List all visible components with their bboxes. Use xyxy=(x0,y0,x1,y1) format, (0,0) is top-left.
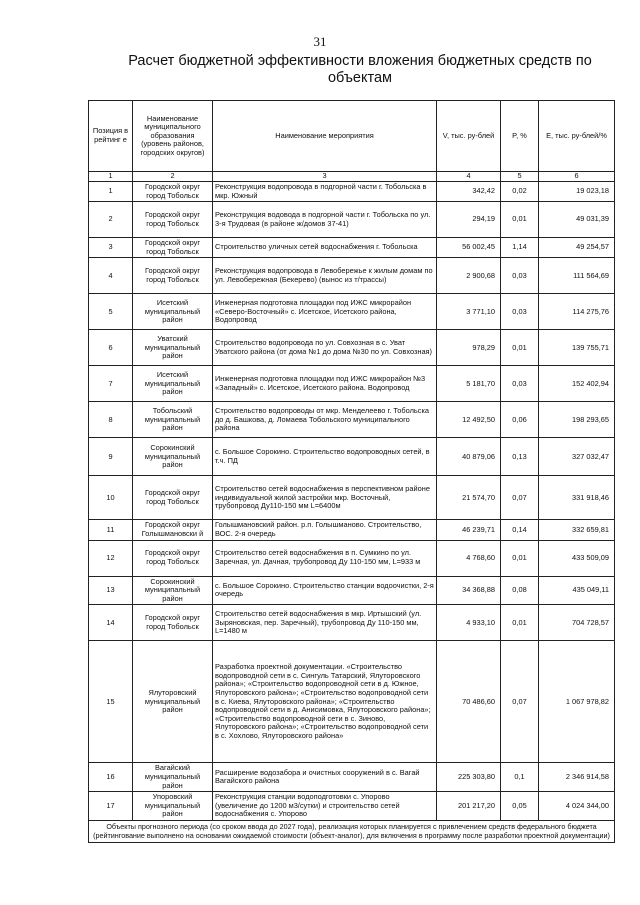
efficiency-cell: 704 728,57 xyxy=(539,605,615,641)
volume-cell: 225 303,80 xyxy=(437,763,501,792)
municipality-cell: Городской округ город Тобольск xyxy=(133,258,213,294)
event-cell: Строительство уличных сетей водоснабжения г. Тобольска xyxy=(213,238,437,258)
efficiency-cell: 198 293,65 xyxy=(539,402,615,438)
efficiency-cell: 19 023,18 xyxy=(539,182,615,202)
volume-cell: 201 217,20 xyxy=(437,792,501,821)
efficiency-cell: 433 509,09 xyxy=(539,540,615,576)
municipality-cell: Тобольский муниципальный район xyxy=(133,402,213,438)
volume-cell: 56 002,45 xyxy=(437,238,501,258)
position-cell: 7 xyxy=(89,366,133,402)
volume-cell: 3 771,10 xyxy=(437,294,501,330)
position-cell: 2 xyxy=(89,202,133,238)
column-number: 5 xyxy=(501,172,539,182)
table-row xyxy=(89,366,615,402)
volume-cell: 12 492,50 xyxy=(437,402,501,438)
percent-cell: 0,08 xyxy=(501,576,539,605)
table-row xyxy=(89,540,615,576)
percent-cell: 0,03 xyxy=(501,258,539,294)
efficiency-cell: 49 254,57 xyxy=(539,238,615,258)
volume-cell: 40 879,06 xyxy=(437,438,501,476)
position-cell: 8 xyxy=(89,402,133,438)
event-cell: Строительство водопроводы от мкр. Менделеево г. Тобольска до д. Башкова, д. Ломаева Тобольского муниципального района xyxy=(213,402,437,438)
event-cell: Строительство сетей водоснабжения в мкр. Иртышский (ул. Зыряновская, пер. Заречный), трубопровод Ду 110-150 мм, L=1480 м xyxy=(213,605,437,641)
event-cell: Голышмановский район. р.п. Голышманово. Строительство, ВОС. 2-я очередь xyxy=(213,520,437,540)
municipality-cell: Ялуторовский муниципальный район xyxy=(133,641,213,763)
position-cell: 1 xyxy=(89,182,133,202)
efficiency-cell: 4 024 344,00 xyxy=(539,792,615,821)
volume-cell: 978,29 xyxy=(437,330,501,366)
percent-cell: 0,01 xyxy=(501,330,539,366)
budget-efficiency-table xyxy=(88,100,615,843)
efficiency-cell: 152 402,94 xyxy=(539,366,615,402)
efficiency-cell: 332 659,81 xyxy=(539,520,615,540)
table-row xyxy=(89,576,615,605)
table-row xyxy=(89,202,615,238)
percent-cell: 0,03 xyxy=(501,366,539,402)
municipality-cell: Городской округ город Тобольск xyxy=(133,202,213,238)
position-cell: 17 xyxy=(89,792,133,821)
table-row xyxy=(89,402,615,438)
event-cell: Инженерная подготовка площадки под ИЖС микрорайон «Северо-Восточный» с. Исетское, Исетского района, Водопровод xyxy=(213,294,437,330)
municipality-cell: Вагайский муниципальный район xyxy=(133,763,213,792)
column-header: Позиция в рейтинг е xyxy=(89,101,133,172)
table-row xyxy=(89,605,615,641)
municipality-cell: Исетский муниципальный район xyxy=(133,294,213,330)
efficiency-cell: 327 032,47 xyxy=(539,438,615,476)
municipality-cell: Городской округ город Тобольск xyxy=(133,540,213,576)
municipality-cell: Сорокинский муниципальный район xyxy=(133,576,213,605)
table-row xyxy=(89,182,615,202)
volume-cell: 21 574,70 xyxy=(437,476,501,520)
volume-cell: 4 768,60 xyxy=(437,540,501,576)
volume-cell: 70 486,60 xyxy=(437,641,501,763)
position-cell: 14 xyxy=(89,605,133,641)
table-row xyxy=(89,294,615,330)
event-cell: Реконструкция водовода в подгорной части г. Тобольска по ул. 3-я Трудовая (в районе ж/домов 37-41) xyxy=(213,202,437,238)
event-cell: Строительство сетей водоснабжения в перспективном районе индивидуальной жилой застройки мкр. Восточный, трубопровод Ду110-150 мм L=6400м xyxy=(213,476,437,520)
percent-cell: 0,01 xyxy=(501,605,539,641)
column-number-row xyxy=(89,172,615,182)
position-cell: 10 xyxy=(89,476,133,520)
event-cell: Инженерная подготовка площадки под ИЖС микрорайон №3 «Западный» с. Исетское, Исетского района. Водопровод xyxy=(213,366,437,402)
column-number: 2 xyxy=(133,172,213,182)
column-number: 4 xyxy=(437,172,501,182)
event-cell: Реконструкция водопровода в подгорной части г. Тобольска в мкр. Южный xyxy=(213,182,437,202)
column-header: Наименование муниципального образования (уровень районов, городских округов) xyxy=(133,101,213,172)
efficiency-cell: 139 755,71 xyxy=(539,330,615,366)
percent-cell: 0,07 xyxy=(501,476,539,520)
table-row xyxy=(89,792,615,821)
column-header: V, тыс. ру-блей xyxy=(437,101,501,172)
position-cell: 9 xyxy=(89,438,133,476)
municipality-cell: Городской округ город Тобольск xyxy=(133,605,213,641)
efficiency-cell: 49 031,39 xyxy=(539,202,615,238)
percent-cell: 1,14 xyxy=(501,238,539,258)
position-cell: 5 xyxy=(89,294,133,330)
volume-cell: 34 368,88 xyxy=(437,576,501,605)
event-cell: Строительство сетей водоснабжения в п. Сумкино по ул. Заречная, ул. Дачная, трубопровод Ду 110-150 мм, L=933 м xyxy=(213,540,437,576)
table-row xyxy=(89,258,615,294)
percent-cell: 0,01 xyxy=(501,540,539,576)
volume-cell: 2 900,68 xyxy=(437,258,501,294)
position-cell: 15 xyxy=(89,641,133,763)
table-row xyxy=(89,438,615,476)
document-title: Расчет бюджетной эффективности вложения бюджетных средств по объектам xyxy=(128,53,592,86)
volume-cell: 342,42 xyxy=(437,182,501,202)
column-header: P, % xyxy=(501,101,539,172)
event-cell: Расширение водозабора и очистных сооружений в с. Вагай Вагайского района xyxy=(213,763,437,792)
position-cell: 13 xyxy=(89,576,133,605)
volume-cell: 5 181,70 xyxy=(437,366,501,402)
position-cell: 12 xyxy=(89,540,133,576)
table-row xyxy=(89,763,615,792)
percent-cell: 0,03 xyxy=(501,294,539,330)
municipality-cell: Уватский муниципальный район xyxy=(133,330,213,366)
volume-cell: 4 933,10 xyxy=(437,605,501,641)
column-header: E, тыс. ру-блей/% xyxy=(539,101,615,172)
position-cell: 4 xyxy=(89,258,133,294)
volume-cell: 294,19 xyxy=(437,202,501,238)
event-cell: Разработка проектной документации. «Строительство водопроводной сети в с. Сингуль Татарский, Ялуторовского района»; «Строительство водопроводной сети в д. Южное, Ялуторовского района»; «Строительство водопроводной сети в с. Киева, Ялуторовского района»; «Строительство водопроводной сети в д. Анисимовка, Ялуторовского района»; «Строительство водопроводной сети в с. Зиново, Ялуторовского района»; «Строительство водопроводной сети в с. Хохлово, Ялуторовского района» xyxy=(213,641,437,763)
efficiency-cell: 331 918,46 xyxy=(539,476,615,520)
table-row xyxy=(89,476,615,520)
footer-note: Объекты прогнозного периода (со сроком ввода до 2027 года), реализация которых планируется с привлечением средств федерального бюджета (рейтингование выполнено на основании ожидаемой стоимости (объект-аналог), для включения в программу после разработки проектной документации) xyxy=(89,820,615,842)
footer-row xyxy=(89,820,615,842)
volume-cell: 46 239,71 xyxy=(437,520,501,540)
column-number: 1 xyxy=(89,172,133,182)
percent-cell: 0,07 xyxy=(501,641,539,763)
efficiency-cell: 114 275,76 xyxy=(539,294,615,330)
percent-cell: 0,1 xyxy=(501,763,539,792)
municipality-cell: Городской округ город Тобольск xyxy=(133,476,213,520)
percent-cell: 0,02 xyxy=(501,182,539,202)
municipality-cell: Городской округ город Тобольск xyxy=(133,238,213,258)
page-number: 31 xyxy=(313,34,327,49)
municipality-cell: Упоровский муниципальный район xyxy=(133,792,213,821)
municipality-cell: Исетский муниципальный район xyxy=(133,366,213,402)
table-row xyxy=(89,330,615,366)
table-row xyxy=(89,238,615,258)
column-header: Наименование мероприятия xyxy=(213,101,437,172)
header-row xyxy=(89,101,615,172)
efficiency-cell: 2 346 914,58 xyxy=(539,763,615,792)
table-body xyxy=(89,182,615,821)
event-cell: с. Большое Сорокино. Строительство станции водоочистки, 2-я очередь xyxy=(213,576,437,605)
column-number: 3 xyxy=(213,172,437,182)
percent-cell: 0,14 xyxy=(501,520,539,540)
percent-cell: 0,13 xyxy=(501,438,539,476)
percent-cell: 0,05 xyxy=(501,792,539,821)
efficiency-cell: 435 049,11 xyxy=(539,576,615,605)
percent-cell: 0,01 xyxy=(501,202,539,238)
efficiency-cell: 111 564,69 xyxy=(539,258,615,294)
efficiency-cell: 1 067 978,82 xyxy=(539,641,615,763)
event-cell: Строительство водопровода по ул. Совхозная в с. Уват Уватского района (от дома №1 до дома №30 по ул. Совхозная) xyxy=(213,330,437,366)
column-number: 6 xyxy=(539,172,615,182)
position-cell: 16 xyxy=(89,763,133,792)
percent-cell: 0,06 xyxy=(501,402,539,438)
municipality-cell: Сорокинский муниципальный район xyxy=(133,438,213,476)
table-row xyxy=(89,641,615,763)
position-cell: 3 xyxy=(89,238,133,258)
position-cell: 6 xyxy=(89,330,133,366)
municipality-cell: Городской округ Голышмановски й xyxy=(133,520,213,540)
table-row xyxy=(89,520,615,540)
position-cell: 11 xyxy=(89,520,133,540)
event-cell: Реконструкция станции водоподготовки с. Упорово (увеличение до 1200 м3/сутки) и строительство сетей водоснабжения с. Упорово xyxy=(213,792,437,821)
event-cell: с. Большое Сорокино. Строительство водопроводных сетей, в т.ч. ПД xyxy=(213,438,437,476)
municipality-cell: Городской округ город Тобольск xyxy=(133,182,213,202)
event-cell: Реконструкция водопровода в Левобережье к жилым домам по ул. Левобережная (Бекерево) (вынос из т/трассы) xyxy=(213,258,437,294)
